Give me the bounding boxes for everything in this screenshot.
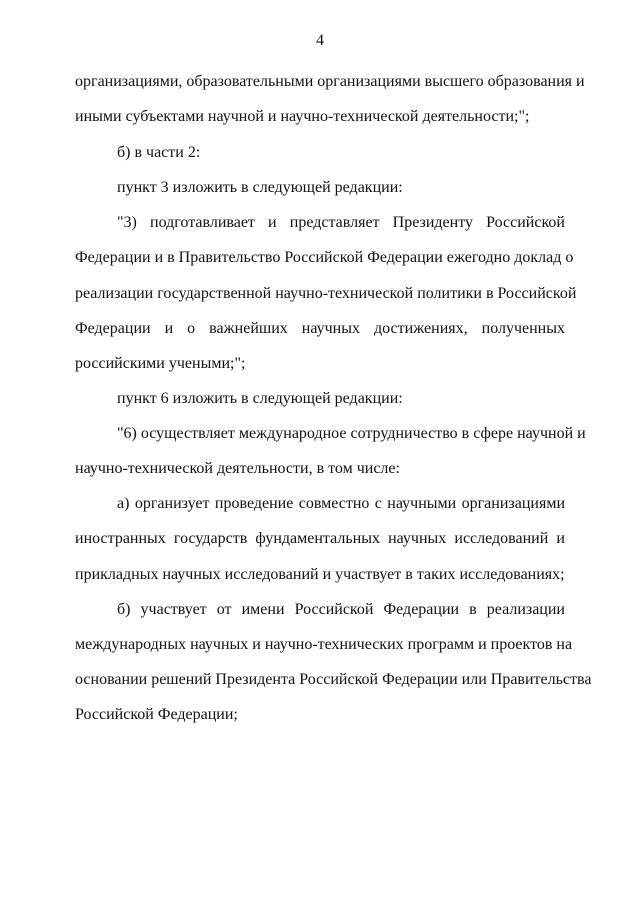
text-line: организациями, образовательными организациями высшего образования и xyxy=(75,73,585,90)
text-line: "3) подготавливает и представляет Президенту Российской xyxy=(117,214,565,231)
text-line: "6) осуществляет международное сотрудничество в сфере научной и xyxy=(117,425,586,442)
text-line: б) участвует от имени Российской Федерации в реализации xyxy=(117,601,565,618)
text-line: иными субъектами научной и научно-технической деятельности;"; xyxy=(75,108,530,125)
text-line: Российской Федерации; xyxy=(75,706,238,723)
text-line: пункт 3 изложить в следующей редакции: xyxy=(117,179,403,196)
page-number: 4 xyxy=(316,32,324,49)
text-line: Федерации и о важнейших научных достижениях, полученных xyxy=(75,320,565,337)
text-line: а) организует проведение совместно с научными организациями xyxy=(117,495,565,512)
text-line: б) в части 2: xyxy=(117,144,201,161)
text-line: основании решений Президента Российской Федерации или Правительства xyxy=(75,671,592,688)
text-line: международных научных и научно-технических программ и проектов на xyxy=(75,636,573,653)
text-line: пункт 6 изложить в следующей редакции: xyxy=(117,390,403,407)
text-line: российскими учеными;"; xyxy=(75,355,246,372)
text-line: реализации государственной научно-технической политики в Российской xyxy=(75,285,577,302)
text-line: научно-технической деятельности, в том числе: xyxy=(75,460,400,477)
text-line: прикладных научных исследований и участвует в таких исследованиях; xyxy=(75,566,565,583)
text-line: иностранных государств фундаментальных научных исследований и xyxy=(75,530,565,547)
text-line: Федерации и в Правительство Российской Федерации ежегодно доклад о xyxy=(75,249,574,266)
